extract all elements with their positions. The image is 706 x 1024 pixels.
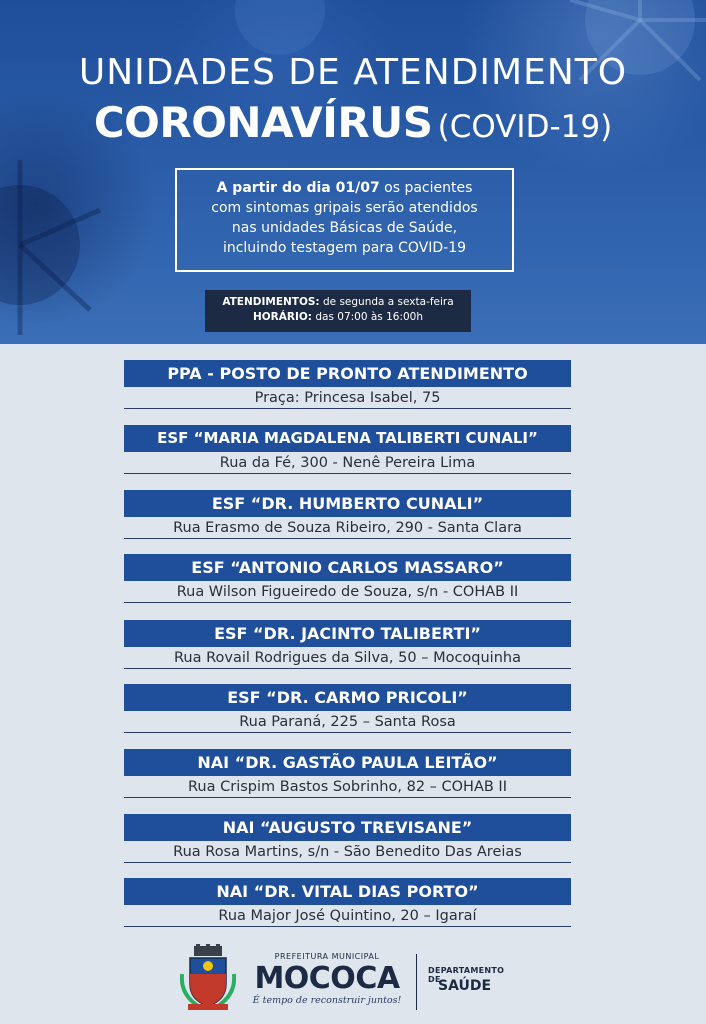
- prefeitura-label: PREFEITURA MUNICIPAL: [274, 952, 380, 961]
- list-item: [124, 684, 571, 736]
- city-crest-icon: [180, 944, 236, 1012]
- unit-address: Rua da Fé, 300 - Nenê Pereira Lima: [124, 452, 571, 474]
- footer-logos: [180, 944, 520, 1014]
- unit-name: NAI “DR. VITAL DIAS PORTO”: [124, 878, 571, 905]
- page-title: UNIDADES DE ATENDIMENTO: [78, 52, 628, 93]
- unit-address: Praça: Princesa Isabel, 75: [124, 387, 571, 409]
- list-item: [124, 425, 571, 477]
- unit-address: Rua Crispim Bastos Sobrinho, 82 – COHAB II: [124, 776, 571, 798]
- slogan: É tempo de reconstruir juntos!: [252, 995, 402, 1006]
- unit-address: Rua Rosa Martins, s/n - São Benedito Das Areias: [124, 841, 571, 863]
- unit-address: Rua Rovail Rodrigues da Silva, 50 – Mocoquinha: [124, 647, 571, 669]
- list-item: [124, 878, 571, 930]
- unit-name: ESF “MARIA MAGDALENA TALIBERTI CUNALI”: [124, 425, 571, 452]
- schedule-hours-label: HORÁRIO:: [252, 311, 313, 323]
- divider: [416, 954, 417, 1010]
- city-name: MOCOCA: [254, 961, 400, 996]
- notice-text: incluindo testagem para COVID-19: [222, 240, 467, 256]
- page-subtitle: [0, 98, 706, 147]
- unit-name: ESF “DR. HUMBERTO CUNALI”: [124, 490, 571, 517]
- notice-date: A partir do dia 01/07: [216, 180, 380, 196]
- virus-decoration-icon: [0, 150, 120, 340]
- department-label: DEPARTAMENTO DE: [428, 966, 505, 984]
- notice-text: com sintomas gripais serão atendidos: [211, 200, 478, 216]
- subtitle-light: (COVID-19): [437, 109, 613, 145]
- list-item: [124, 490, 571, 542]
- unit-name: ESF “DR. CARMO PRICOLI”: [124, 684, 571, 711]
- list-item: [124, 749, 571, 801]
- unit-address: Rua Paraná, 225 – Santa Rosa: [124, 711, 571, 733]
- schedule-days-value: de segunda a sexta-feira: [319, 296, 454, 308]
- header-banner: [0, 0, 706, 344]
- unit-name: ESF “DR. JACINTO TALIBERTI”: [124, 620, 571, 647]
- list-item: [124, 360, 571, 412]
- schedule-days-label: ATENDIMENTOS:: [222, 296, 320, 308]
- unit-name: NAI “AUGUSTO TREVISANE”: [124, 814, 571, 841]
- schedule-hours-value: das 07:00 às 16:00h: [312, 311, 424, 323]
- unit-name: ESF “ANTONIO CARLOS MASSARO”: [124, 554, 571, 581]
- unit-name: PPA - POSTO DE PRONTO ATENDIMENTO: [124, 360, 571, 387]
- department-name: SAÚDE: [438, 978, 492, 994]
- notice-text: os pacientes: [379, 180, 473, 196]
- list-item: [124, 620, 571, 672]
- notice-text: nas unidades Básicas de Saúde,: [231, 220, 458, 236]
- unit-name: NAI “DR. GASTÃO PAULA LEITÃO”: [124, 749, 571, 776]
- notice-box: [175, 168, 514, 272]
- unit-address: Rua Wilson Figueiredo de Souza, s/n - COHAB II: [124, 581, 571, 603]
- unit-address: Rua Major José Quintino, 20 – Igaraí: [124, 905, 571, 927]
- subtitle-bold: CORONAVÍRUS: [93, 98, 433, 147]
- unit-address: Rua Erasmo de Souza Ribeiro, 290 - Santa Clara: [124, 517, 571, 539]
- list-item: [124, 814, 571, 866]
- list-item: [124, 554, 571, 606]
- schedule-box: [205, 290, 471, 332]
